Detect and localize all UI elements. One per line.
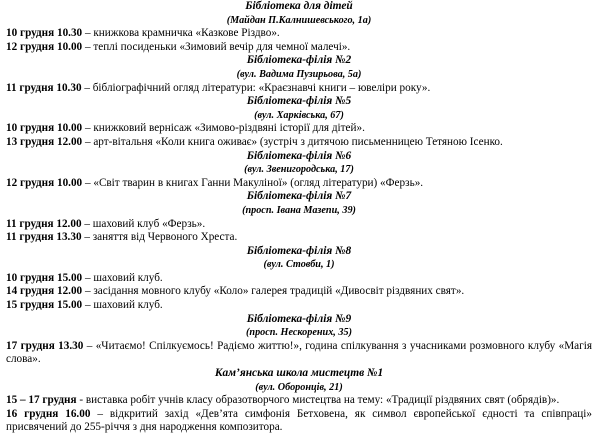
section-title: Бібліотека-філія №8	[246, 244, 352, 257]
event-entry	[6, 340, 592, 367]
event-entry	[6, 27, 592, 41]
section-title: Бібліотека-філія №2	[246, 54, 352, 67]
event-text: – бібліографічний огляд літератури: «Краєзнавчі книги – ювеліри року».	[81, 81, 431, 94]
event-date: 13 грудня 12.00	[6, 135, 83, 148]
event-text: - виставка робіт учнів класу образотворчого мистецтва на тему: «Традиції різдвяних свят (обрядів)».	[76, 394, 560, 407]
event-date: 11 грудня 13.30	[6, 231, 82, 244]
event-entry	[6, 82, 592, 96]
event-text: – книжкова крамничка «Казкове Різдво».	[82, 27, 280, 40]
event-entry	[6, 136, 592, 150]
section-title: Бібліотека для дітей	[245, 0, 353, 12]
section-title: Кам’янська школа мистецтв №1	[214, 367, 384, 380]
event-date: 11 грудня 10.30	[6, 81, 82, 94]
event-text: – заняття від Червоного Хреста.	[81, 231, 238, 244]
event-date: 12 грудня 10.00	[6, 176, 83, 189]
section-title: Бібліотека-філія №7	[246, 190, 352, 203]
event-date: 12 грудня 10.00	[6, 40, 83, 53]
section-address: (вул. Стовби, 1)	[263, 259, 335, 271]
section-address: (просп. Івана Мазепи, 39)	[242, 204, 356, 216]
section-title: Бібліотека-філія №5	[246, 95, 352, 108]
event-text: – «Читаємо! Спілкуємось! Радіємо життю!», година спілкування з учасниками розмовного клубу «Магія слова».	[6, 339, 592, 366]
section-title: Бібліотека-філія №9	[246, 312, 352, 325]
section-address: (Майдан П.Калнишевського, 1а)	[226, 14, 372, 26]
event-date: 15 – 17 грудня	[6, 394, 77, 407]
event-text: – шаховий клуб.	[82, 299, 163, 312]
event-entry	[6, 408, 592, 435]
event-text: – шаховий клуб.	[82, 271, 163, 284]
event-entry	[6, 285, 592, 299]
event-date: 10 грудня 15.00	[6, 271, 83, 284]
event-date: 17 грудня 13.30	[6, 339, 84, 352]
event-entry	[6, 231, 592, 245]
event-text: – теплі посиденьки «Зимовий вечір для чемної малечі».	[82, 40, 351, 53]
event-text: – книжковий вернісаж «Зимово-різдвяні історії для дітей».	[82, 122, 365, 135]
section-address: (вул. Оборонців, 21)	[255, 381, 343, 393]
event-date: 10 грудня 10.00	[6, 122, 83, 135]
event-text: – арт-вітальня «Коли книга оживає» (зустріч з дитячою письменницею Тетяною Ісенко.	[82, 135, 503, 148]
event-date: 14 грудня 12.00	[6, 285, 83, 298]
event-entry	[6, 122, 592, 136]
event-entry	[6, 272, 592, 286]
section-address: (просп. Нескорених, 35)	[246, 327, 352, 339]
section-title: Бібліотека-філія №6	[246, 149, 352, 162]
section-address: (вул. Харківська, 67)	[254, 109, 344, 121]
event-date: 10 грудня 10.30	[6, 27, 83, 40]
section-address: (вул. Звенигородська, 17)	[244, 164, 354, 176]
event-text: – засідання мовного клубу «Коло» галерея традицій «Дивосвіт різдвяних свят».	[82, 285, 465, 298]
event-date: 15 грудня 15.00	[6, 299, 83, 312]
event-date: 16 грудня 16.00	[6, 407, 91, 420]
event-date: 11 грудня 12.00	[6, 217, 82, 230]
event-text: – відкритий захід «Дев’ята симфонія Бетховена, як символ європейської єдності та співпраці» присвячений до 255-річчя з дня народження композитора.	[6, 407, 593, 434]
event-entry	[6, 177, 592, 191]
event-entry	[6, 394, 592, 408]
event-entry	[6, 218, 592, 232]
event-text: – шаховий клуб «Ферзь».	[81, 217, 206, 230]
event-text: – «Світ тварин в книгах Ганни Макуліної» (огляд літератури) «Ферзь».	[82, 176, 424, 189]
event-entry	[6, 41, 592, 55]
section-address: (вул. Вадима Пузирьова, 5а)	[236, 68, 362, 80]
event-entry	[6, 299, 592, 313]
